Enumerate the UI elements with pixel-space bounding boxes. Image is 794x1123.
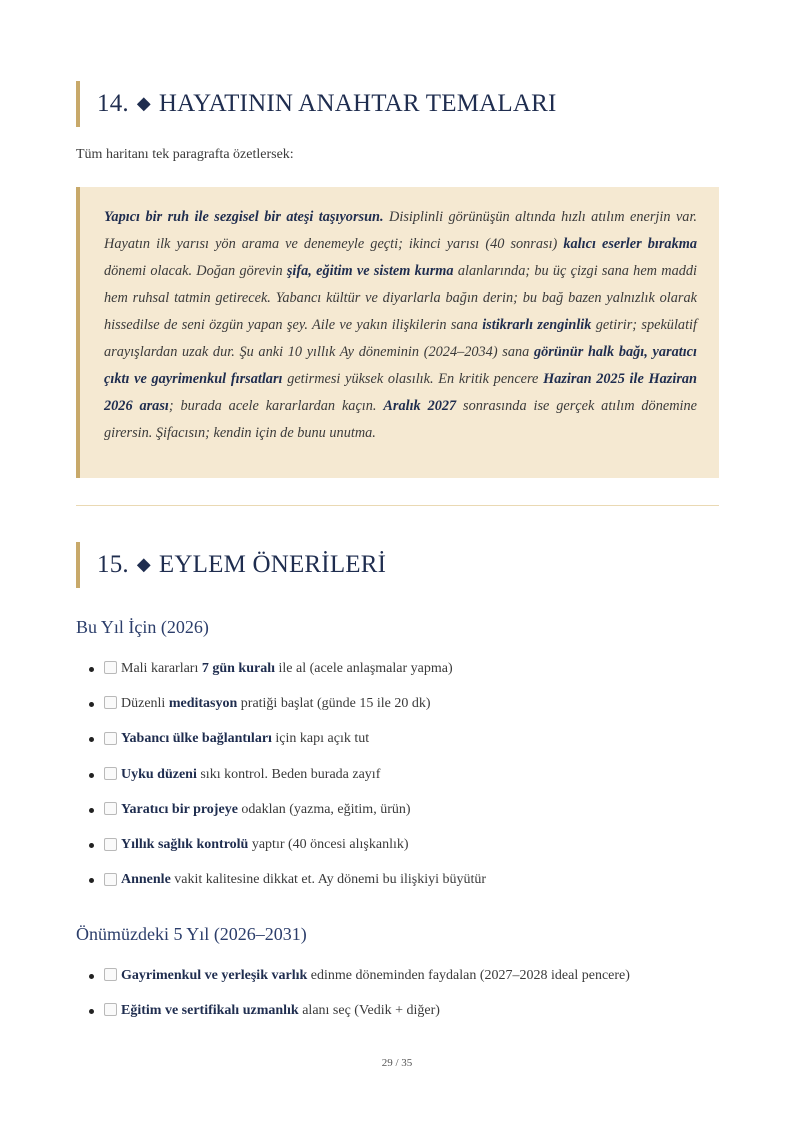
summary-text: getirmesi yüksek olasılık. En kritik pencere (282, 371, 544, 387)
subheading-next-5-years: Önümüzdeki 5 Yıl (2026–2031) (76, 924, 307, 944)
item-text: için kapı açık tut (271, 731, 370, 747)
item-text: odaklan (yazma, eğitim, ürün) (237, 801, 411, 817)
item-text: Düzenli (121, 695, 169, 711)
checklist-this-year (76, 651, 719, 898)
item-text: alanı seç (Vedik + diğer) (298, 1002, 440, 1018)
summary-text: getirir; spekülatif arayışlardan uzak dur. Şu anki 10 yıllık Ay döneminin (2024–2034) sana (104, 317, 697, 360)
summary-callout (76, 187, 719, 478)
item-emphasis: Uyku düzeni (121, 766, 197, 782)
item-text: Mali kararları (121, 660, 202, 676)
section-divider (76, 505, 719, 506)
checklist-item (76, 792, 719, 827)
subheading-this-year: Bu Yıl İçin (2026) (76, 617, 209, 637)
summary-emphasis: Aralık 2027 (383, 398, 457, 414)
section-number: 14. (97, 90, 129, 117)
summary-text: dönemi olacak. Doğan görevin (104, 263, 287, 279)
bullet-icon (89, 974, 94, 979)
section-number: 15. (97, 551, 129, 578)
checklist-item (76, 993, 719, 1028)
checkbox[interactable] (104, 802, 117, 815)
checklist-item (76, 686, 719, 721)
bullet-icon (89, 878, 94, 883)
diamond-icon: ◆ (136, 92, 151, 113)
checkbox[interactable] (104, 873, 117, 886)
diamond-icon: ◆ (136, 553, 151, 574)
summary-text: alanlarında; bu üç çizgi sana hem maddi hem ruhsal tatmin getirecek. Yabancı kültür ve diyarlarla bağın derin; bu bağ bazen yalnızlık olarak hissedilse de seni özgün yapan şey. Aile ve yakın ilişkilerin sana (104, 263, 697, 333)
checkbox[interactable] (104, 696, 117, 709)
section-title: HAYATININ ANAHTAR TEMALARI (158, 90, 557, 117)
summary-emphasis: kalıcı eserler bırakma (563, 236, 697, 252)
bullet-icon (89, 737, 94, 742)
item-text: edinme döneminden faydalan (2027–2028 ideal pencere) (307, 967, 630, 983)
item-emphasis: Yıllık sağlık kontrolü (121, 837, 249, 853)
section-title: EYLEM ÖNERİLERİ (158, 551, 387, 578)
checkbox[interactable] (104, 968, 117, 981)
summary-emphasis: Yapıcı bir ruh ile sezgisel bir ateşi taşıyorsun. (104, 209, 384, 225)
bullet-icon (89, 667, 94, 672)
bullet-icon (89, 702, 94, 707)
bullet-icon (89, 808, 94, 813)
summary-text: ; burada acele kararlardan kaçın. (168, 398, 384, 414)
checkbox[interactable] (104, 767, 117, 780)
item-emphasis: meditasyon (168, 695, 238, 711)
item-emphasis: 7 gün kuralı (201, 660, 275, 676)
summary-text: Disiplinli görünüşün altında hızlı atılım enerjin var. Hayatın ilk yarısı yön arama ve denemeyle geçti; ikinci yarısı (40 sonrası) (104, 209, 698, 252)
bullet-icon (89, 773, 94, 778)
summary-emphasis: istikrarlı zenginlik (482, 317, 592, 333)
item-text: ile al (acele anlaşmalar yapma) (275, 660, 453, 676)
checklist-item (76, 757, 719, 792)
checkbox[interactable] (104, 732, 117, 745)
summary-text: sonrasında ise gerçek atılım dönemine girersin. Şifacısın; kendin için de bunu unutma. (104, 398, 697, 441)
summary-emphasis: şifa, eğitim ve sistem kurma (286, 263, 454, 279)
checklist-item (76, 651, 719, 686)
summary-emphasis: Haziran 2025 ile Haziran 2026 arası (104, 371, 697, 414)
item-text: pratiği başlat (günde 15 ile 20 dk) (237, 695, 431, 711)
item-text: yaptır (40 öncesi alışkanlık) (248, 837, 409, 853)
item-text: sıkı kontrol. Beden burada zayıf (196, 766, 381, 782)
bullet-icon (89, 843, 94, 848)
checkbox[interactable] (104, 1003, 117, 1016)
section-intro: Tüm haritanı tek paragrafta özetlersek: (76, 147, 294, 162)
checklist-item (76, 863, 719, 898)
item-text: vakit kalitesine dikkat et. Ay dönemi bu ilişkiyi büyütür (170, 872, 487, 888)
summary-emphasis: görünür halk bağı, yaratıcı çıktı ve gayrimenkul fırsatları (104, 344, 697, 387)
item-emphasis: Yabancı ülke bağlantıları (121, 731, 272, 747)
item-emphasis: Yaratıcı bir projeye (121, 801, 238, 817)
checkbox[interactable] (104, 838, 117, 851)
page-number: 29 / 35 (381, 1057, 413, 1069)
checklist-item (76, 958, 719, 993)
bullet-icon (89, 1009, 94, 1014)
section-15-heading (76, 542, 740, 588)
item-emphasis: Gayrimenkul ve yerleşik varlık (121, 967, 308, 983)
checklist-item (76, 827, 719, 862)
item-emphasis: Annenle (121, 872, 171, 888)
checklist-item (76, 722, 719, 757)
checkbox[interactable] (104, 661, 117, 674)
item-emphasis: Eğitim ve sertifikalı uzmanlık (121, 1002, 299, 1018)
checklist-next-5-years (76, 958, 719, 1029)
section-14-heading (76, 81, 740, 127)
